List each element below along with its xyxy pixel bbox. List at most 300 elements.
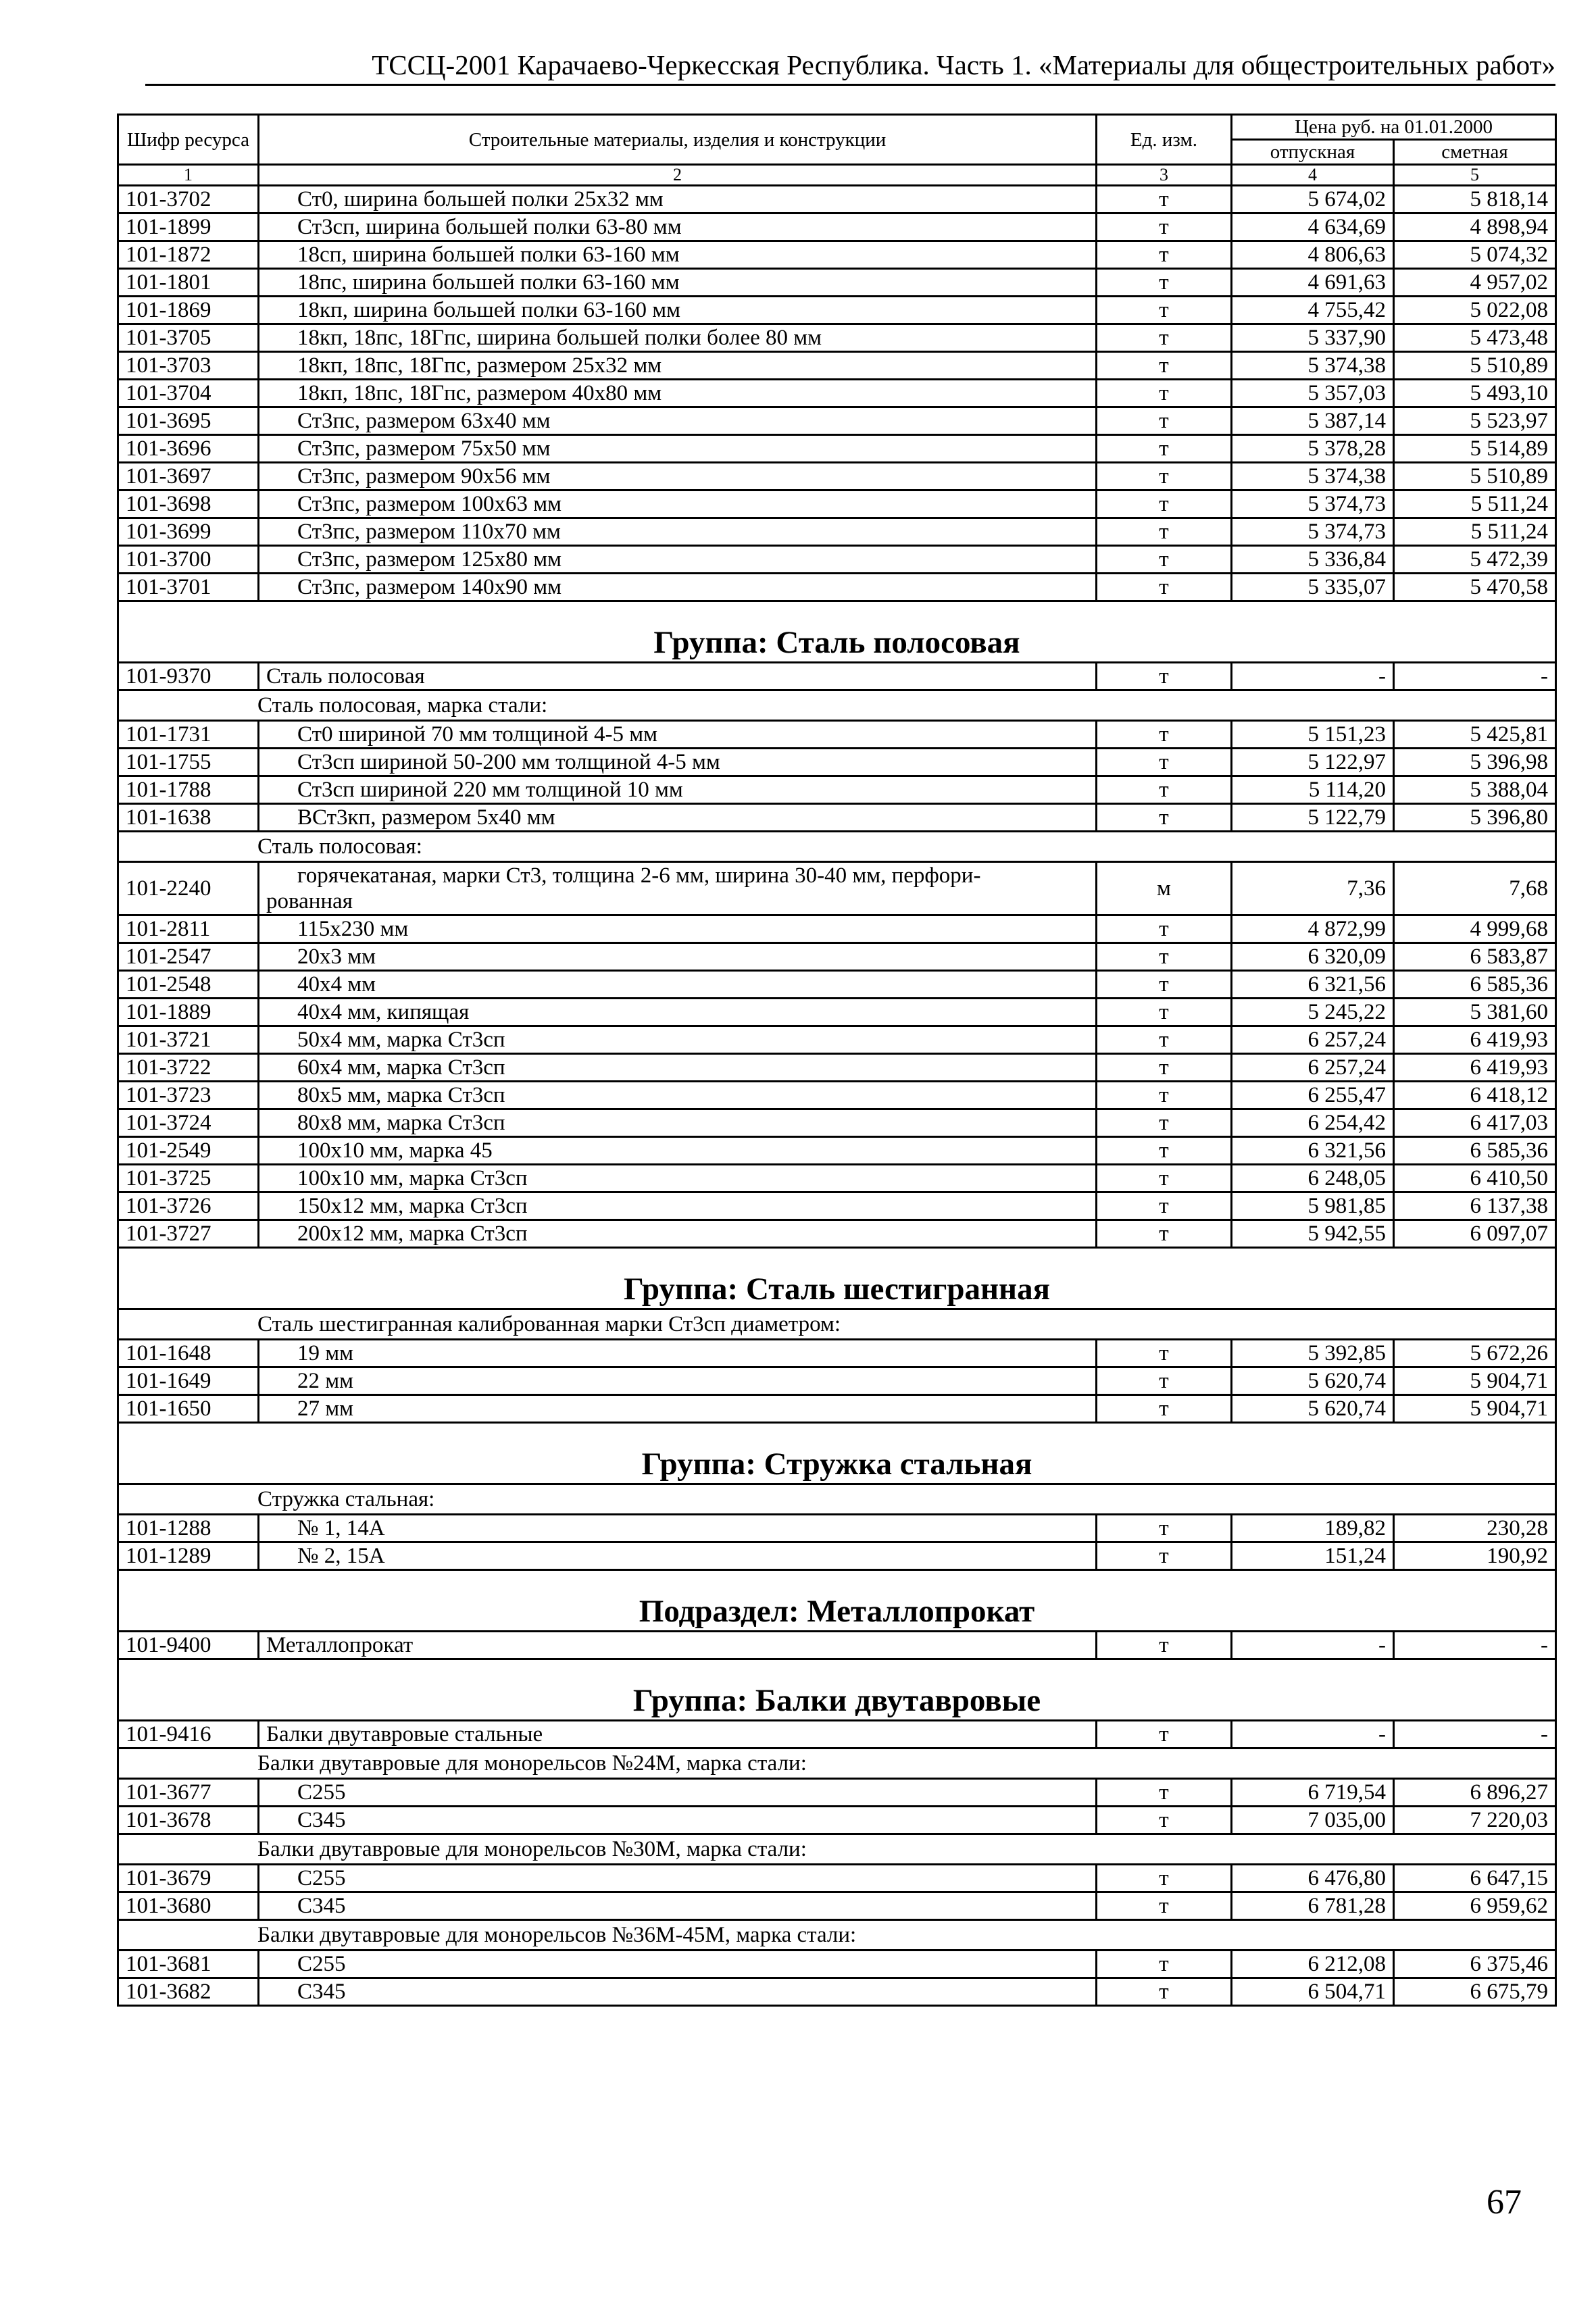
release-price: 151,24: [1232, 1542, 1394, 1570]
table-row: [118, 804, 1556, 832]
estimate-price: 6 959,62: [1394, 1892, 1556, 1920]
unit: т: [1097, 269, 1232, 297]
release-price: -: [1232, 1721, 1394, 1749]
col-index-5: 5: [1394, 165, 1556, 186]
resource-name: Сталь полосовая: [259, 663, 1097, 690]
release-price: 5 387,14: [1232, 407, 1394, 435]
unit: т: [1097, 1054, 1232, 1082]
estimate-price: 6 097,07: [1394, 1220, 1556, 1248]
table-row: [118, 352, 1556, 380]
resource-code: 101-3704: [118, 380, 259, 407]
group-heading: Группа: Сталь шестигранная: [118, 1248, 1556, 1309]
subheading-row: [118, 1309, 1556, 1340]
resource-name: 18кп, 18пс, 18Гпс, размером 25х32 мм: [259, 352, 1097, 380]
estimate-price: 5 511,24: [1394, 491, 1556, 518]
table-row: [118, 1082, 1556, 1109]
resource-name: 80х5 мм, марка Ст3сп: [259, 1082, 1097, 1109]
resource-code: 101-3726: [118, 1192, 259, 1220]
release-price: 6 321,56: [1232, 1137, 1394, 1165]
release-price: -: [1232, 663, 1394, 690]
resource-code: 101-1650: [118, 1395, 259, 1423]
release-price: 4 634,69: [1232, 213, 1394, 241]
resource-name: 100х10 мм, марка 45: [259, 1137, 1097, 1165]
group-heading-row: [118, 601, 1556, 663]
column-index-row: [118, 165, 1556, 186]
resource-code: 101-3725: [118, 1165, 259, 1192]
resource-name: С255: [259, 1779, 1097, 1807]
table-row: [118, 1779, 1556, 1807]
resource-code: 101-1899: [118, 213, 259, 241]
unit: т: [1097, 213, 1232, 241]
estimate-price: 6 410,50: [1394, 1165, 1556, 1192]
table-row: [118, 1542, 1556, 1570]
estimate-price: 5 510,89: [1394, 463, 1556, 491]
table-row: [118, 491, 1556, 518]
resource-name: Ст3пс, размером 75х50 мм: [259, 435, 1097, 463]
resource-name: № 1, 14А: [259, 1515, 1097, 1542]
table-row: [118, 971, 1556, 999]
resource-name: 18кп, 18пс, 18Гпс, ширина большей полки более 80 мм: [259, 324, 1097, 352]
col-index-1: 1: [118, 165, 259, 186]
release-price: 4 806,63: [1232, 241, 1394, 269]
release-price: 5 122,79: [1232, 804, 1394, 832]
unit: т: [1097, 186, 1232, 213]
table-row: [118, 241, 1556, 269]
unit: т: [1097, 1721, 1232, 1749]
estimate-price: 5 904,71: [1394, 1367, 1556, 1395]
resource-code: 101-3681: [118, 1951, 259, 1978]
estimate-price: 4 957,02: [1394, 269, 1556, 297]
estimate-price: 6 675,79: [1394, 1978, 1556, 2006]
resource-name: С345: [259, 1978, 1097, 2006]
resource-code: 101-3698: [118, 491, 259, 518]
unit: т: [1097, 776, 1232, 804]
release-price: 5 620,74: [1232, 1395, 1394, 1423]
release-price: 5 335,07: [1232, 574, 1394, 601]
release-price: 7 035,00: [1232, 1807, 1394, 1834]
resource-code: 101-1788: [118, 776, 259, 804]
estimate-price: 5 510,89: [1394, 352, 1556, 380]
table-header-row: [118, 115, 1556, 140]
unit: т: [1097, 1367, 1232, 1395]
subheading-row: [118, 690, 1556, 721]
unit: т: [1097, 463, 1232, 491]
release-price: 5 374,73: [1232, 518, 1394, 546]
unit: т: [1097, 1220, 1232, 1248]
release-price: 6 257,24: [1232, 1026, 1394, 1054]
resource-name-line2: рованная: [266, 889, 353, 913]
estimate-price: 7,68: [1394, 862, 1556, 915]
page-number: 67: [1487, 2183, 1522, 2221]
resource-code: 101-3695: [118, 407, 259, 435]
estimate-price: 6 419,93: [1394, 1026, 1556, 1054]
release-price: 6 476,80: [1232, 1865, 1394, 1892]
table-row: [118, 1951, 1556, 1978]
resource-name: С255: [259, 1951, 1097, 1978]
unit: т: [1097, 518, 1232, 546]
estimate-price: 230,28: [1394, 1515, 1556, 1542]
group-heading: Группа: Балки двутавровые: [118, 1659, 1556, 1721]
table-row: [118, 999, 1556, 1026]
unit: т: [1097, 546, 1232, 574]
estimate-price: 6 417,03: [1394, 1109, 1556, 1137]
table-row: [118, 518, 1556, 546]
release-price: 6 320,09: [1232, 943, 1394, 971]
resource-code: 101-1289: [118, 1542, 259, 1570]
resource-name: 40х4 мм, кипящая: [259, 999, 1097, 1026]
estimate-price: 6 375,46: [1394, 1951, 1556, 1978]
release-price: 6 254,42: [1232, 1109, 1394, 1137]
table-row: [118, 1109, 1556, 1137]
resource-code: 101-1889: [118, 999, 259, 1026]
table-row: [118, 1340, 1556, 1367]
resource-name: 100х10 мм, марка Ст3сп: [259, 1165, 1097, 1192]
estimate-price: 7 220,03: [1394, 1807, 1556, 1834]
table-row: [118, 663, 1556, 690]
resource-name-line1: горячекатаная, марки Ст3, толщина 2-6 мм, ширина 30-40 мм, перфори-: [297, 863, 981, 888]
resource-code: 101-9370: [118, 663, 259, 690]
unit: т: [1097, 241, 1232, 269]
resource-name: 40х4 мм: [259, 971, 1097, 999]
resource-name: [259, 862, 1097, 915]
release-price: 6 504,71: [1232, 1978, 1394, 2006]
resource-code: 101-2548: [118, 971, 259, 999]
estimate-price: -: [1394, 1632, 1556, 1659]
resource-name: Ст3пс, размером 140х90 мм: [259, 574, 1097, 601]
release-price: 5 392,85: [1232, 1340, 1394, 1367]
table-row: [118, 1721, 1556, 1749]
unit: т: [1097, 1137, 1232, 1165]
estimate-price: 5 381,60: [1394, 999, 1556, 1026]
release-price: 6 212,08: [1232, 1951, 1394, 1978]
unit: т: [1097, 1542, 1232, 1570]
table-row: [118, 943, 1556, 971]
resource-name: Ст3сп, ширина большей полки 63-80 мм: [259, 213, 1097, 241]
estimate-price: 6 585,36: [1394, 971, 1556, 999]
resource-code: 101-3723: [118, 1082, 259, 1109]
table-row: [118, 574, 1556, 601]
resource-name: 50х4 мм, марка Ст3сп: [259, 1026, 1097, 1054]
table-row: [118, 1892, 1556, 1920]
resource-name: Балки двутавровые стальные: [259, 1721, 1097, 1749]
resource-code: 101-2240: [118, 862, 259, 915]
resource-name: Металлопрокат: [259, 1632, 1097, 1659]
table-row: [118, 269, 1556, 297]
estimate-price: 6 583,87: [1394, 943, 1556, 971]
resource-code: 101-3679: [118, 1865, 259, 1892]
table-row: [118, 1807, 1556, 1834]
table-row: [118, 407, 1556, 435]
table-row: [118, 297, 1556, 324]
table-row: [118, 1978, 1556, 2006]
col-index-4: 4: [1232, 165, 1394, 186]
unit: т: [1097, 1082, 1232, 1109]
resource-name: Ст3сп шириной 220 мм толщиной 10 мм: [259, 776, 1097, 804]
resource-code: 101-3703: [118, 352, 259, 380]
unit: т: [1097, 1165, 1232, 1192]
release-price: 6 781,28: [1232, 1892, 1394, 1920]
col-code-header: Шифр ресурса: [118, 115, 259, 165]
unit: т: [1097, 297, 1232, 324]
resource-code: 101-9416: [118, 1721, 259, 1749]
estimate-price: 6 585,36: [1394, 1137, 1556, 1165]
resource-code: 101-3724: [118, 1109, 259, 1137]
estimate-price: 5 473,48: [1394, 324, 1556, 352]
estimate-price: 5 470,58: [1394, 574, 1556, 601]
estimate-price: 5 472,39: [1394, 546, 1556, 574]
table-row: [118, 1137, 1556, 1165]
table-row: [118, 749, 1556, 776]
group-heading-row: [118, 1423, 1556, 1484]
release-price: 5 674,02: [1232, 186, 1394, 213]
resource-code: 101-1731: [118, 721, 259, 749]
table-row: [118, 1054, 1556, 1082]
resource-name: 27 мм: [259, 1395, 1097, 1423]
estimate-price: 5 511,24: [1394, 518, 1556, 546]
unit: т: [1097, 1192, 1232, 1220]
unit: т: [1097, 574, 1232, 601]
subheading: Балки двутавровые для монорельсов №24М, марка стали:: [118, 1749, 1556, 1779]
resource-name: Ст3пс, размером 63х40 мм: [259, 407, 1097, 435]
resource-code: 101-9400: [118, 1632, 259, 1659]
resource-code: 101-3682: [118, 1978, 259, 2006]
estimate-price: 5 523,97: [1394, 407, 1556, 435]
estimate-price: 5 818,14: [1394, 186, 1556, 213]
unit: т: [1097, 915, 1232, 943]
release-price: 6 255,47: [1232, 1082, 1394, 1109]
subheading: Балки двутавровые для монорельсов №30М, марка стали:: [118, 1834, 1556, 1865]
unit: т: [1097, 943, 1232, 971]
resource-name: 115х230 мм: [259, 915, 1097, 943]
group-heading: Подраздел: Металлопрокат: [118, 1570, 1556, 1632]
release-price: 5 357,03: [1232, 380, 1394, 407]
col-index-2: 2: [259, 165, 1097, 186]
estimate-price: 5 074,32: [1394, 241, 1556, 269]
release-price: 6 257,24: [1232, 1054, 1394, 1082]
col-price-header: Цена руб. на 01.01.2000: [1232, 115, 1556, 140]
unit: т: [1097, 1951, 1232, 1978]
resource-code: 101-2811: [118, 915, 259, 943]
unit: т: [1097, 1109, 1232, 1137]
table-row: [118, 213, 1556, 241]
resource-name: 18кп, 18пс, 18Гпс, размером 40х80 мм: [259, 380, 1097, 407]
estimate-price: 4 898,94: [1394, 213, 1556, 241]
subheading-row: [118, 832, 1556, 862]
release-price: 5 374,38: [1232, 352, 1394, 380]
table-row: [118, 721, 1556, 749]
resource-name: ВСт3кп, размером 5х40 мм: [259, 804, 1097, 832]
subheading: Сталь полосовая:: [118, 832, 1556, 862]
unit: т: [1097, 749, 1232, 776]
estimate-price: 5 396,98: [1394, 749, 1556, 776]
group-heading: Группа: Стружка стальная: [118, 1423, 1556, 1484]
table-row: [118, 1395, 1556, 1423]
release-price: 5 336,84: [1232, 546, 1394, 574]
release-price: 6 719,54: [1232, 1779, 1394, 1807]
unit: т: [1097, 1632, 1232, 1659]
table-row: [118, 862, 1556, 915]
resource-code: 101-1648: [118, 1340, 259, 1367]
release-price: 5 122,97: [1232, 749, 1394, 776]
resource-code: 101-3727: [118, 1220, 259, 1248]
table-row: [118, 1632, 1556, 1659]
group-heading-row: [118, 1248, 1556, 1309]
unit: т: [1097, 407, 1232, 435]
unit: т: [1097, 1892, 1232, 1920]
estimate-price: 6 896,27: [1394, 1779, 1556, 1807]
resource-code: 101-3702: [118, 186, 259, 213]
release-price: 6 248,05: [1232, 1165, 1394, 1192]
resource-code: 101-1638: [118, 804, 259, 832]
unit: т: [1097, 971, 1232, 999]
unit: т: [1097, 1395, 1232, 1423]
estimate-price: 5 904,71: [1394, 1395, 1556, 1423]
resource-name: С255: [259, 1865, 1097, 1892]
resource-code: 101-2547: [118, 943, 259, 971]
release-price: 4 691,63: [1232, 269, 1394, 297]
resource-code: 101-3722: [118, 1054, 259, 1082]
resource-name: Ст0, ширина большей полки 25х32 мм: [259, 186, 1097, 213]
table-row: [118, 380, 1556, 407]
release-price: 6 321,56: [1232, 971, 1394, 999]
unit: т: [1097, 663, 1232, 690]
resource-name: 22 мм: [259, 1367, 1097, 1395]
estimate-price: 5 388,04: [1394, 776, 1556, 804]
resource-code: 101-3700: [118, 546, 259, 574]
unit: т: [1097, 1807, 1232, 1834]
resource-code: 101-2549: [118, 1137, 259, 1165]
resource-name: Ст3сп шириной 50-200 мм толщиной 4-5 мм: [259, 749, 1097, 776]
resource-code: 101-1869: [118, 297, 259, 324]
resource-table-body: [118, 115, 1556, 2006]
unit: т: [1097, 1026, 1232, 1054]
col-unit-header: Ед. изм.: [1097, 115, 1232, 165]
unit: м: [1097, 862, 1232, 915]
table-row: [118, 1515, 1556, 1542]
resource-name: Ст3пс, размером 125х80 мм: [259, 546, 1097, 574]
resource-name: 20х3 мм: [259, 943, 1097, 971]
resource-name: 60х4 мм, марка Ст3сп: [259, 1054, 1097, 1082]
estimate-price: 5 514,89: [1394, 435, 1556, 463]
release-price: 7,36: [1232, 862, 1394, 915]
estimate-price: 6 647,15: [1394, 1865, 1556, 1892]
unit: т: [1097, 435, 1232, 463]
release-price: 5 374,73: [1232, 491, 1394, 518]
group-heading-row: [118, 1659, 1556, 1721]
table-row: [118, 1865, 1556, 1892]
unit: т: [1097, 1340, 1232, 1367]
release-price: 4 755,42: [1232, 297, 1394, 324]
unit: т: [1097, 324, 1232, 352]
resource-name: 150х12 мм, марка Ст3сп: [259, 1192, 1097, 1220]
resource-code: 101-3721: [118, 1026, 259, 1054]
unit: т: [1097, 804, 1232, 832]
resource-name: 80х8 мм, марка Ст3сп: [259, 1109, 1097, 1137]
release-price: 189,82: [1232, 1515, 1394, 1542]
release-price: 5 337,90: [1232, 324, 1394, 352]
page-header: ТССЦ-2001 Карачаево-Черкесская Республика. Часть 1. «Материалы для общестроительных работ»: [372, 49, 1555, 80]
resource-code: 101-1755: [118, 749, 259, 776]
estimate-price: 190,92: [1394, 1542, 1556, 1570]
estimate-price: 6 418,12: [1394, 1082, 1556, 1109]
release-price: 5 151,23: [1232, 721, 1394, 749]
table-row: [118, 324, 1556, 352]
table-row: [118, 463, 1556, 491]
resource-code: 101-3680: [118, 1892, 259, 1920]
resource-code: 101-3699: [118, 518, 259, 546]
estimate-price: 5 396,80: [1394, 804, 1556, 832]
resource-name: С345: [259, 1807, 1097, 1834]
resource-name: Ст3пс, размером 110х70 мм: [259, 518, 1097, 546]
table-row: [118, 1165, 1556, 1192]
unit: т: [1097, 380, 1232, 407]
resource-name: 18сп, ширина большей полки 63-160 мм: [259, 241, 1097, 269]
subheading-row: [118, 1920, 1556, 1951]
unit: т: [1097, 721, 1232, 749]
resource-code: 101-3678: [118, 1807, 259, 1834]
resource-name: 200х12 мм, марка Ст3сп: [259, 1220, 1097, 1248]
unit: т: [1097, 1865, 1232, 1892]
estimate-price: 5 672,26: [1394, 1340, 1556, 1367]
estimate-price: -: [1394, 663, 1556, 690]
group-heading-row: [118, 1570, 1556, 1632]
release-price: 5 245,22: [1232, 999, 1394, 1026]
release-price: 5 981,85: [1232, 1192, 1394, 1220]
release-price: 5 620,74: [1232, 1367, 1394, 1395]
table-row: [118, 546, 1556, 574]
unit: т: [1097, 491, 1232, 518]
unit: т: [1097, 1779, 1232, 1807]
resource-name: Ст3пс, размером 100х63 мм: [259, 491, 1097, 518]
estimate-price: 5 493,10: [1394, 380, 1556, 407]
col-estimate-header: сметная: [1394, 140, 1556, 165]
resource-name: № 2, 15А: [259, 1542, 1097, 1570]
subheading-row: [118, 1834, 1556, 1865]
unit: т: [1097, 1978, 1232, 2006]
estimate-price: 6 137,38: [1394, 1192, 1556, 1220]
resource-code: 101-1288: [118, 1515, 259, 1542]
release-price: 5 942,55: [1232, 1220, 1394, 1248]
col-index-3: 3: [1097, 165, 1232, 186]
release-price: 5 378,28: [1232, 435, 1394, 463]
table-row: [118, 186, 1556, 213]
resource-name: 18кп, ширина большей полки 63-160 мм: [259, 297, 1097, 324]
release-price: 5 114,20: [1232, 776, 1394, 804]
subheading: Сталь полосовая, марка стали:: [118, 690, 1556, 721]
table-row: [118, 435, 1556, 463]
unit: т: [1097, 999, 1232, 1026]
table-row: [118, 1026, 1556, 1054]
header-rule: [145, 84, 1555, 86]
estimate-price: 4 999,68: [1394, 915, 1556, 943]
estimate-price: -: [1394, 1721, 1556, 1749]
group-heading: Группа: Сталь полосовая: [118, 601, 1556, 663]
table-row: [118, 1367, 1556, 1395]
estimate-price: 6 419,93: [1394, 1054, 1556, 1082]
subheading: Сталь шестигранная калиброванная марки Ст3сп диаметром:: [118, 1309, 1556, 1340]
resource-name: Ст3пс, размером 90х56 мм: [259, 463, 1097, 491]
estimate-price: 5 022,08: [1394, 297, 1556, 324]
unit: т: [1097, 352, 1232, 380]
subheading: Стружка стальная:: [118, 1484, 1556, 1515]
estimate-price: 5 425,81: [1394, 721, 1556, 749]
resource-code: 101-3697: [118, 463, 259, 491]
table-row: [118, 1220, 1556, 1248]
resource-table: [117, 114, 1557, 2007]
resource-code: 101-3696: [118, 435, 259, 463]
subheading-row: [118, 1484, 1556, 1515]
subheading-row: [118, 1749, 1556, 1779]
